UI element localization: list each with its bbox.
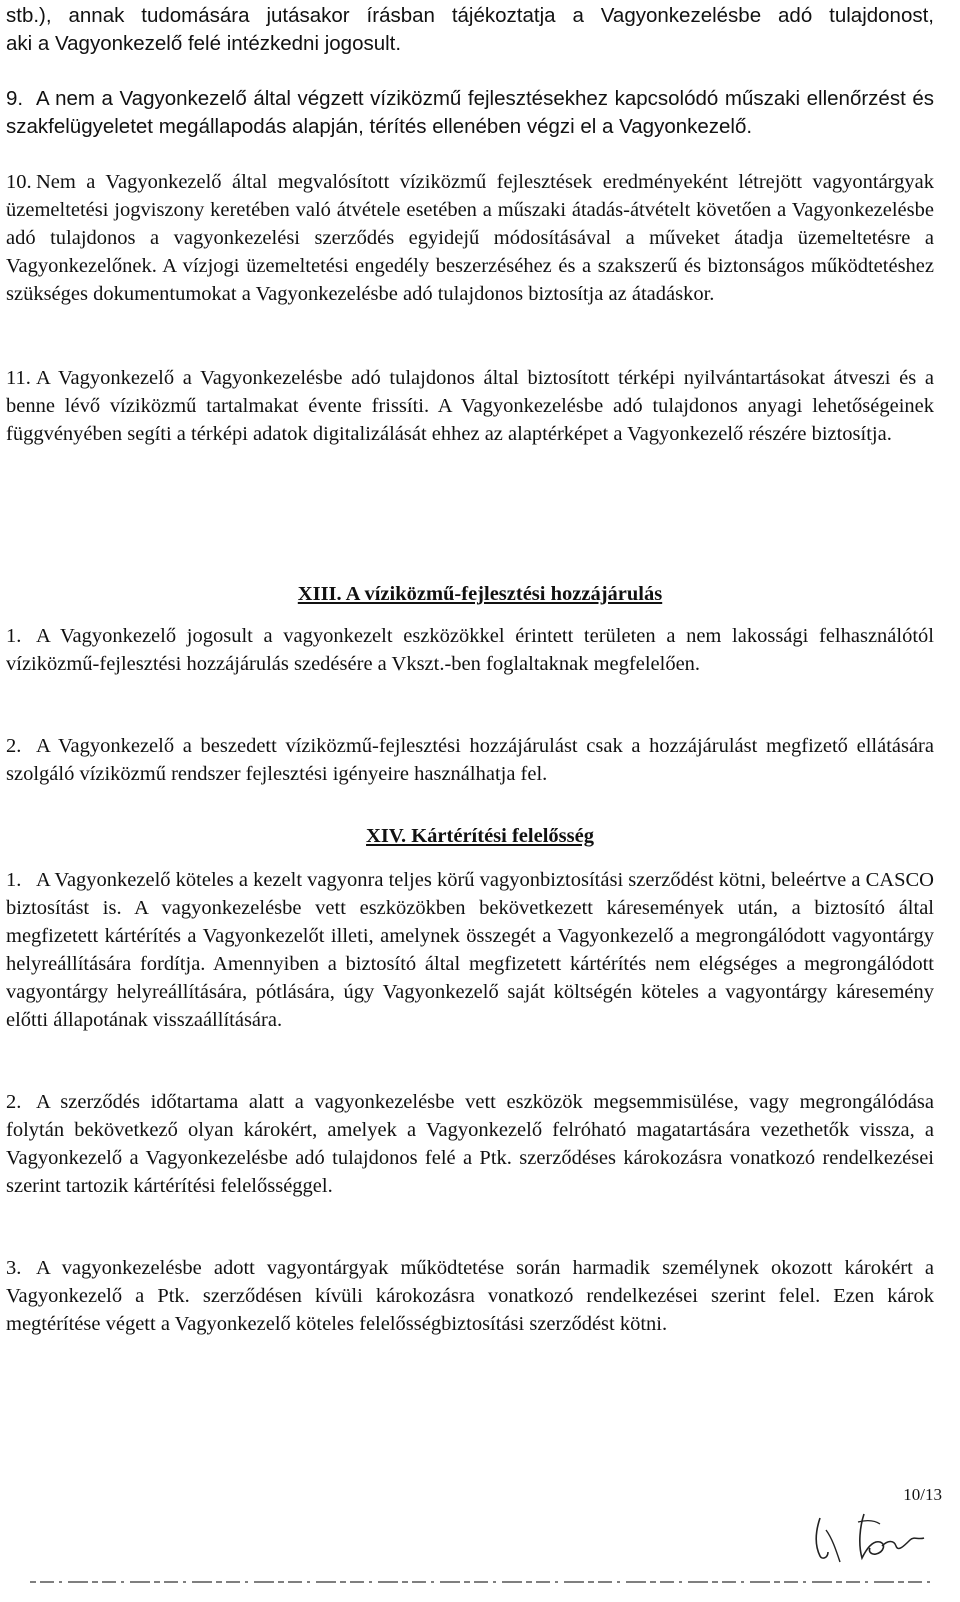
bottom-scan-artifact	[30, 1578, 930, 1586]
item-11	[6, 364, 934, 448]
handwritten-signature	[806, 1500, 936, 1575]
item-9-number: 9.	[6, 87, 24, 110]
section-13-item-1	[6, 622, 934, 678]
section-14-item-1	[6, 866, 934, 1034]
item-9-text: A nem a Vagyonkezelő által végzett víziközmű fejlesztésekhez kapcsolódó műszaki ellenőrzést és szakfelügyeletet megállapodás alapján, térítés ellenében végzi el a Vagyonkezelő.	[6, 87, 934, 138]
section-13-item-2-text: A Vagyonkezelő a beszedett víziközmű-fejlesztési hozzájárulást csak a hozzájárulást megfizető ellátására szolgáló víziközmű rendszer fejlesztési igényeire használhatja fel.	[6, 735, 934, 785]
section-14-item-2-text: A szerződés időtartama alatt a vagyonkezelésbe vett eszközök megsemmisülése, vagy megrongálódása folytán bekövetkező olyan károkért, amelyek a Vagyonkezelő felróható magatartására vezethetők vissza, a Vagyonkezelő a Vagyonkezelésbe adó tulajdonos felé a Ptk. szerződéses károkozásra vonatkozó rendelkezései szerint tartozik kártérítési felelősséggel.	[6, 1091, 934, 1197]
item-10	[6, 168, 934, 308]
section-14-item-3-text: A vagyonkezelésbe adott vagyontárgyak működtetése során harmadik személynek okozott károkért a Vagyonkezelő a Ptk. szerződésen kívüli károkozásra vonatkozó rendelkezései szerint felel. Ezen károk megtérítése végett a Vagyonkezelő köteles felelősségbiztosítási szerződést kötni.	[6, 1257, 934, 1335]
section-14-item-2	[6, 1088, 934, 1200]
section-14-heading: XIV. Kártérítési felelősség	[366, 825, 594, 847]
section-13-item-2	[6, 732, 934, 788]
item-11-text: A Vagyonkezelő a Vagyonkezelésbe adó tulajdonos által biztosított térképi nyilvántartásokat átveszi és a benne lévő víziközmű tartalmakat évente frissíti. A Vagyonkezelésbe adó tulajdonos anyagi lehetőségeinek függvényében segíti a térképi adatok digitalizálását ehhez az alaptérképet a Vagyonkezelő részére biztosítja.	[6, 367, 934, 445]
item-10-number: 10.	[6, 171, 32, 193]
page-number: 10/13	[903, 1485, 942, 1504]
section-14-item-3-number: 3.	[6, 1257, 22, 1279]
section-14-item-2-number: 2.	[6, 1091, 22, 1113]
section-14-item-1-text: A Vagyonkezelő köteles a kezelt vagyonra teljes körű vagyonbiztosítási szerződést kötni, beleértve a CASCO biztosítást is. A vagyonkezelésbe vett eszközökben bekövetkezett káresemények után, a biztosító által megfizetett kártérítés a Vagyonkezelőt illeti, amelynek összegét a Vagyonkezelő a megrongálódott vagyontárgy helyreállítására fordítja. Amennyiben a biztosító által megfizetett kártérítés nem elégséges a megrongálódott vagyontárgy helyreállítására, pótlására, úgy Vagyonkezelő saját költségén köteles a vagyontárgy káresemény előtti állapotának visszaállítására.	[6, 869, 934, 1031]
section-14-item-1-number: 1.	[6, 869, 22, 891]
intro-line-1: stb.), annak tudomására jutásakor írásban tájékoztatja a Vagyonkezelésbe adó tulajdonost,	[6, 4, 934, 27]
section-13-item-1-text: A Vagyonkezelő jogosult a vagyonkezelt eszközökkel érintett területen a nem lakossági felhasználótól víziközmű-fejlesztési hozzájárulás szedésére a Vkszt.-ben foglaltaknak megfelelően.	[6, 625, 934, 675]
item-11-number: 11.	[6, 367, 31, 389]
item-9	[6, 85, 934, 141]
section-13-item-2-number: 2.	[6, 735, 22, 757]
intro-line-2: aki a Vagyonkezelő felé intézkedni jogosult.	[6, 32, 402, 55]
section-13-heading: XIII. A víziközmű-fejlesztési hozzájárulás	[297, 583, 663, 605]
item-10-text: Nem a Vagyonkezelő által megvalósított víziközmű fejlesztések eredményeként létrejött vagyontárgyak üzemeltetési jogviszony keretében való átvétele esetében a műszaki átadás-átvételt követően a Vagyonkezelésbe adó tulajdonos a vagyonkezelési szerződés egyidejű módosításával a műveket átadja üzemeltetésre a Vagyonkezelőnek. A vízjogi üzemeltetési engedély beszerzéséhez és a szakszerű és biztonságos működtetéshez szükséges dokumentumokat a Vagyonkezelésbe adó tulajdonos biztosítja az átadáskor.	[6, 171, 934, 305]
section-14-item-3	[6, 1254, 934, 1338]
section-13-item-1-number: 1.	[6, 625, 22, 647]
